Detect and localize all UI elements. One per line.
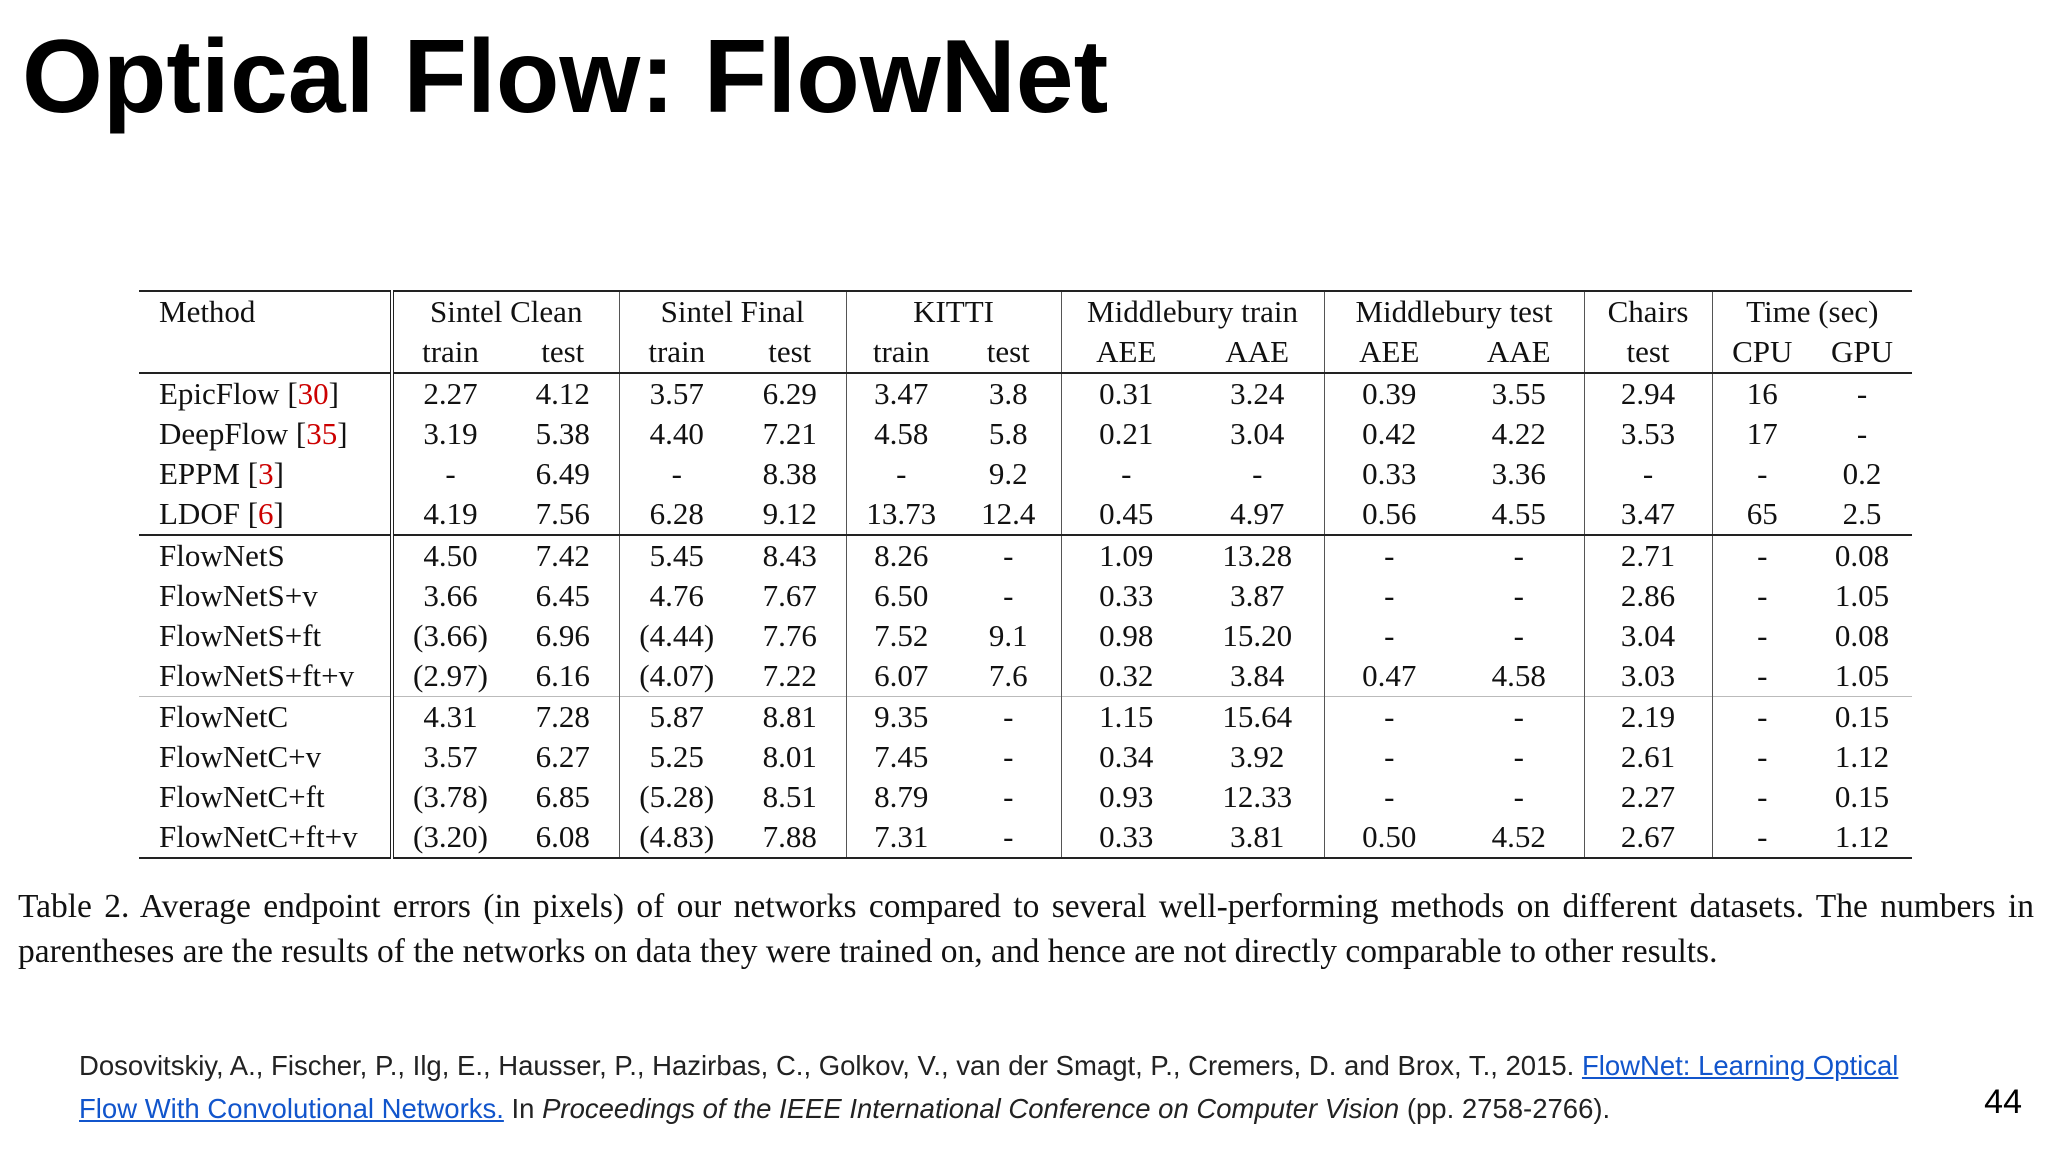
table-row (139, 454, 1912, 494)
table-cell: 4.50 (392, 535, 507, 576)
table-cell: 3.57 (423, 739, 478, 774)
table-cell: - (1384, 618, 1395, 653)
table-cell: - (1121, 456, 1132, 491)
table-cell: - (1757, 658, 1768, 693)
table-cell: - (1191, 454, 1324, 494)
table-row (139, 535, 1912, 576)
method-name: FlowNetC+ft+v (159, 819, 358, 854)
table-cell: 9.1 (956, 616, 1061, 656)
ref-bracket: [ (288, 416, 307, 451)
table-cell: 6.45 (507, 576, 619, 616)
table-cell: 1.09 (1061, 535, 1191, 576)
table-cell: 3.47 (846, 373, 956, 414)
table-cell: 3.84 (1191, 656, 1324, 697)
table-cell: 1.12 (1834, 739, 1890, 774)
ref-bracket: [ (239, 496, 259, 531)
table-cell: 0.42 (1362, 416, 1417, 451)
table-cell: 0.93 (1099, 779, 1154, 814)
table-cell: 8.81 (734, 697, 846, 738)
method-name: EpicFlow (159, 376, 280, 411)
table-cell: 5.25 (649, 739, 704, 774)
table-cell: 4.97 (1191, 494, 1324, 535)
table-cell: 6.96 (507, 616, 619, 656)
table-cell: 7.52 (874, 618, 929, 653)
table-cell: 0.32 (1099, 658, 1154, 693)
table-cell: - (896, 456, 907, 491)
table-cell: 6.27 (507, 737, 619, 777)
method-name-cell (139, 535, 392, 576)
subheader-cell: train (872, 334, 930, 369)
table-row (139, 414, 1912, 454)
ref-bracket: [ (239, 456, 259, 491)
table-cell: 6.49 (507, 454, 619, 494)
table-cell: 5.8 (956, 414, 1061, 454)
table-row (139, 737, 1912, 777)
method-name: FlowNetC+v (159, 739, 322, 774)
citation-in: In (511, 1093, 535, 1124)
table-header (139, 291, 1912, 373)
table-cell: 1.15 (1061, 697, 1191, 738)
header-sintel-final: Sintel Final (619, 291, 846, 332)
table-cell: 65 (1746, 496, 1778, 531)
table-cell: 3.19 (423, 416, 478, 451)
table-cell: 8.43 (734, 535, 846, 576)
table-cell: - (1712, 535, 1812, 576)
subheader-cell: AAE (1454, 332, 1584, 373)
table-cell: 13.28 (1191, 535, 1324, 576)
table-cell: 6.29 (734, 373, 846, 414)
table-cell: (2.97) (413, 658, 488, 693)
table-cell: - (1856, 416, 1868, 451)
table-cell: (3.78) (413, 779, 488, 814)
citation-pages: (pp. 2758-2766). (1406, 1093, 1611, 1124)
table-row (139, 616, 1912, 656)
table-row (139, 697, 1912, 738)
method-name-cell (139, 777, 392, 817)
method-name: EPPM (159, 456, 240, 491)
table-cell: 0.45 (1099, 496, 1154, 531)
table-cell: - (1324, 697, 1454, 738)
table-cell: 0.33 (1099, 578, 1154, 613)
header-time: Time (sec) (1712, 291, 1912, 332)
table-cell: - (1454, 616, 1584, 656)
table-cell: 12.4 (956, 494, 1061, 535)
table-cell: 3.57 (619, 373, 734, 414)
table-cell: 3.36 (1454, 454, 1584, 494)
header-sub-empty (139, 332, 392, 373)
ref-bracket: ] (273, 496, 284, 531)
table-row (139, 373, 1912, 414)
method-name: FlowNetC+ft (159, 779, 325, 814)
method-name-cell (139, 656, 392, 697)
table-cell: - (1384, 739, 1395, 774)
table-cell: 0.08 (1812, 535, 1912, 576)
table-cell: 0.33 (1061, 817, 1191, 858)
subheader-cell: CPU (1732, 334, 1793, 369)
table-cell: - (1454, 576, 1584, 616)
citation-venue: Proceedings of the IEEE International Conference on Computer Vision (542, 1093, 1400, 1124)
method-name-cell (139, 737, 392, 777)
table-cell: 2.61 (1584, 737, 1712, 777)
method-name-cell (139, 616, 392, 656)
table-cell: 7.67 (734, 576, 846, 616)
table-cell: 7.42 (507, 535, 619, 576)
table-cell: 4.58 (874, 416, 929, 451)
table-row (139, 817, 1912, 858)
table-cell: - (1454, 535, 1584, 576)
table-cell: 9.12 (734, 494, 846, 535)
reference-number: 3 (258, 456, 274, 491)
table-cell: 0.39 (1324, 373, 1454, 414)
table-row (139, 494, 1912, 535)
subheader-cell: GPU (1831, 334, 1894, 369)
table-cell: 4.22 (1454, 414, 1584, 454)
table-cell: 2.86 (1584, 576, 1712, 616)
table-cell: 9.35 (846, 697, 956, 738)
table-cell: 4.31 (392, 697, 507, 738)
table-cell: 15.64 (1191, 697, 1324, 738)
subheader-cell: train (422, 334, 479, 369)
table-cell: 5.38 (507, 414, 619, 454)
table-cell: 0.34 (1099, 739, 1154, 774)
table-cell: 7.76 (734, 616, 846, 656)
table-row (139, 656, 1912, 697)
method-name-cell (139, 454, 392, 494)
table-cell: - (956, 777, 1061, 817)
table-cell: 13.73 (866, 496, 937, 531)
table-cell: 3.81 (1191, 817, 1324, 858)
citation-authors: Dosovitskiy, A., Fischer, P., Ilg, E., Hausser, P., Hazirbas, C., Golkov, V., van der Smagt, P., Cremers, D. and Brox, T., 2015. (79, 1050, 1575, 1081)
table-cell: 1.05 (1834, 578, 1890, 613)
reference-number: 6 (258, 496, 274, 531)
results-table-container (139, 290, 1912, 859)
subheader-cell: AAE (1191, 332, 1324, 373)
table-cell: 0.21 (1099, 416, 1154, 451)
table-cell: 2.27 (392, 373, 507, 414)
table-cell: 3.04 (1584, 616, 1712, 656)
table-row (139, 777, 1912, 817)
method-name: FlowNetS+v (159, 578, 318, 613)
table-cell: - (1454, 777, 1584, 817)
table-cell: 7.22 (734, 656, 846, 697)
method-name-cell (139, 817, 392, 858)
table-cell: 4.76 (649, 578, 704, 613)
method-name: FlowNetS+ft (159, 618, 322, 653)
header-sintel-clean: Sintel Clean (392, 291, 619, 332)
table-cell: 12.33 (1191, 777, 1324, 817)
table-cell: 5.87 (619, 697, 734, 738)
table-cell: - (956, 697, 1061, 738)
table-cell: (5.28) (639, 779, 715, 814)
subheader-cell: AEE (1096, 334, 1157, 369)
table-cell: 2.67 (1584, 817, 1712, 858)
table-cell: - (1454, 737, 1584, 777)
method-name-cell (139, 494, 392, 535)
table-cell: - (956, 576, 1061, 616)
table-cell: 6.85 (507, 777, 619, 817)
table-cell: - (1757, 779, 1768, 814)
header-chairs: Chairs (1584, 291, 1712, 332)
table-cell: 3.53 (1584, 414, 1712, 454)
table-cell: 3.66 (423, 578, 478, 613)
subheader-cell: train (648, 334, 706, 369)
table-body (139, 373, 1912, 858)
method-name: DeepFlow (159, 416, 289, 451)
table-cell: - (1712, 817, 1812, 858)
table-cell: 3.92 (1191, 737, 1324, 777)
table-cell: (3.66) (413, 618, 488, 653)
table-cell: 7.21 (734, 414, 846, 454)
method-name: FlowNetS (159, 538, 285, 573)
table-cell: - (1812, 373, 1912, 414)
table-cell: 4.19 (423, 496, 478, 531)
table-cell: 16 (1712, 373, 1812, 414)
table-cell: 4.58 (1454, 656, 1584, 697)
table-cell: 7.6 (956, 656, 1061, 697)
method-name: LDOF (159, 496, 240, 531)
table-cell: - (1757, 739, 1768, 774)
subheader-cell: test (507, 332, 619, 373)
table-cell: 0.33 (1362, 456, 1417, 491)
method-name: FlowNetS+ft+v (159, 658, 355, 693)
table-cell: - (956, 817, 1061, 858)
ref-bracket: [ (279, 376, 298, 411)
table-cell: 0.15 (1812, 697, 1912, 738)
results-table (139, 290, 1912, 859)
table-cell: - (1324, 535, 1454, 576)
table-cell: - (1712, 697, 1812, 738)
table-cell: 15.20 (1191, 616, 1324, 656)
table-cell: 3.87 (1191, 576, 1324, 616)
method-name: FlowNetC (159, 699, 289, 734)
table-cell: (3.20) (392, 817, 507, 858)
ref-bracket: ] (337, 416, 348, 451)
table-cell: 0.08 (1834, 618, 1890, 653)
subheader-cell: test (956, 332, 1061, 373)
table-cell: (4.44) (639, 618, 715, 653)
table-cell: 3.04 (1191, 414, 1324, 454)
table-cell: - (1384, 779, 1395, 814)
table-cell: 3.24 (1191, 373, 1324, 414)
reference-number: 35 (306, 416, 338, 451)
ref-bracket: ] (273, 456, 284, 491)
method-name-cell (139, 414, 392, 454)
table-cell: 17 (1746, 416, 1778, 451)
table-cell: 8.51 (734, 777, 846, 817)
table-caption: Table 2. Average endpoint errors (in pixels) of our networks compared to several well-performing methods on different datasets. The numbers in parentheses are the results of the networks on data they were trained on, and hence are not directly comparable to other results. (18, 888, 2034, 970)
table-cell: 4.40 (649, 416, 704, 451)
citation (79, 1044, 1939, 1130)
header-kitti: KITTI (846, 291, 1061, 332)
table-cell: - (1584, 454, 1712, 494)
table-cell: 3.55 (1454, 373, 1584, 414)
paper-link[interactable]: FlowNet: Learning Optical Flow With Convolutional Networks. (79, 1050, 1899, 1124)
table-cell: 2.5 (1842, 496, 1882, 531)
table-cell: 5.45 (619, 535, 734, 576)
ref-bracket: ] (328, 376, 339, 411)
subheader-cell: AEE (1359, 334, 1420, 369)
table-cell: 9.2 (956, 454, 1061, 494)
table-cell: 2.94 (1584, 373, 1712, 414)
table-cell: 4.12 (507, 373, 619, 414)
table-cell: 1.12 (1812, 817, 1912, 858)
table-cell: - (671, 456, 682, 491)
table-cell: 7.45 (874, 739, 929, 774)
table-cell: 8.38 (734, 454, 846, 494)
table-cell: 3.8 (956, 373, 1061, 414)
table-cell: 6.16 (507, 656, 619, 697)
method-name-cell (139, 576, 392, 616)
table-cell: 4.52 (1454, 817, 1584, 858)
table-cell: 6.08 (507, 817, 619, 858)
table-cell: - (956, 737, 1061, 777)
table-cell: 7.88 (734, 817, 846, 858)
table-cell: 2.19 (1584, 697, 1712, 738)
table-cell: 7.56 (507, 494, 619, 535)
slide-title: Optical Flow: FlowNet (22, 19, 1109, 135)
table-cell: 0.47 (1362, 658, 1417, 693)
table-cell: - (445, 456, 456, 491)
table-cell: 0.50 (1324, 817, 1454, 858)
table-cell: 4.55 (1454, 494, 1584, 535)
table-cell: - (1757, 578, 1768, 613)
method-name-cell (139, 697, 392, 738)
table-cell: (4.07) (639, 658, 715, 693)
table-cell: 0.2 (1842, 456, 1882, 491)
table-cell: 2.71 (1584, 535, 1712, 576)
subheader-cell: test (734, 332, 846, 373)
table-cell: 2.27 (1584, 777, 1712, 817)
header-middlebury-train: Middlebury train (1061, 291, 1324, 332)
table-cell: - (1757, 618, 1768, 653)
table-cell: 1.05 (1834, 658, 1890, 693)
table-cell: (4.83) (619, 817, 734, 858)
table-cell: 6.28 (649, 496, 704, 531)
header-method: Method (139, 291, 392, 332)
table-cell: 7.28 (507, 697, 619, 738)
table-cell: 7.31 (846, 817, 956, 858)
table-cell: - (1757, 456, 1768, 491)
table-cell: - (956, 535, 1061, 576)
table-cell: 8.26 (846, 535, 956, 576)
table-cell: 0.98 (1099, 618, 1154, 653)
table-cell: - (1454, 697, 1584, 738)
subheader-cell: test (1584, 332, 1712, 373)
table-cell: 8.79 (874, 779, 929, 814)
page-number: 44 (1984, 1083, 2022, 1121)
reference-number: 30 (297, 376, 329, 411)
table-cell: 0.15 (1834, 779, 1890, 814)
header-middlebury-test: Middlebury test (1324, 291, 1584, 332)
table-cell: 0.31 (1061, 373, 1191, 414)
method-name-cell (139, 373, 392, 414)
table-row (139, 576, 1912, 616)
table-cell: 3.47 (1584, 494, 1712, 535)
table-cell: 3.03 (1584, 656, 1712, 697)
table-cell: 8.01 (734, 737, 846, 777)
table-cell: 6.07 (874, 658, 929, 693)
table-cell: - (1384, 578, 1395, 613)
table-cell: 6.50 (874, 578, 929, 613)
table-cell: 0.56 (1362, 496, 1417, 531)
